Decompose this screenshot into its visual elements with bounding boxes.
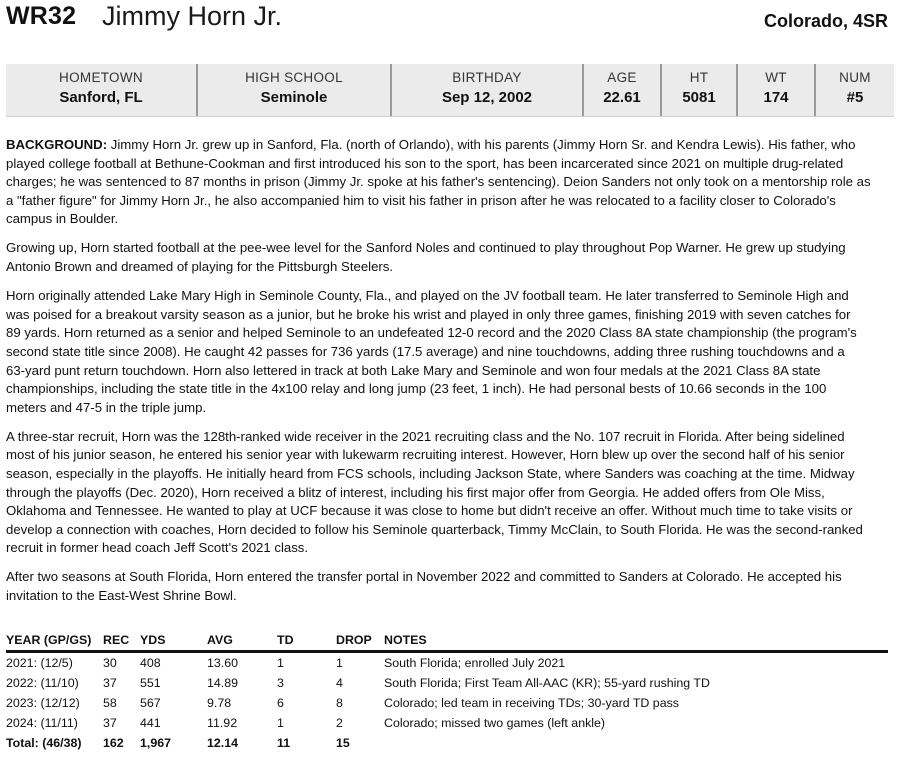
info-label: WT <box>765 70 787 85</box>
cell-notes: Colorado; led team in receiving TDs; 30-yard TD pass <box>384 696 679 710</box>
bio-paragraph-2 <box>6 239 901 276</box>
cell-drop: 15 <box>336 736 350 750</box>
cell-rec: 162 <box>103 736 124 750</box>
cell-avg: 13.60 <box>207 656 239 670</box>
bio-line: campus in Boulder. <box>6 211 119 227</box>
total-row <box>6 733 888 753</box>
position-label: WR32 <box>6 2 77 30</box>
cell-year: 2023: (12/12) <box>6 696 80 710</box>
bio-line: invitation to the East-West Shrine Bowl. <box>6 588 237 604</box>
cell-notes: South Florida; enrolled July 2021 <box>384 656 566 670</box>
cell-year: Total: (46/38) <box>6 736 82 750</box>
bio-line: second state title since 2008). He caught 42 passes for 736 yards (17.5 average) and nine touchdowns, adding three rushing touchdowns and a <box>6 343 845 359</box>
bio-line: a "father figure" for Jimmy Horn Jr., he also accompanied him to visit his father in prison after he was relocated to a facility closer to Colorado's <box>6 192 836 208</box>
cell-avg: 11.92 <box>207 716 238 730</box>
player-header <box>6 0 888 40</box>
info-value: 5081 <box>682 89 716 106</box>
bio-line: championships, including the state title in the 4x100 relay and long jump (23 feet, 1 inch). He had personal bests of 10.66 seconds in the 100 <box>6 381 827 397</box>
info-age <box>584 64 662 116</box>
bio-line: Growing up, Horn started football at the pee-wee level for the Sanford Noles and continued to play throughout Pop Warner. He grew up studying <box>6 240 846 256</box>
bio-paragraph-3 <box>6 287 901 417</box>
info-bar <box>6 64 894 117</box>
bio-line: Jimmy Horn Jr. grew up in Sanford, Fla. (north of Orlando), with his parents (Jimmy Horn Sr. and Kendra Lewis). His father, who <box>107 137 856 152</box>
bio-line: season, especially in the playoffs. He initially heard from FCS schools, including Jackson State, where Sanders was coaching at the time. Midway <box>6 466 855 481</box>
cell-td: 1 <box>277 716 284 730</box>
bio-paragraph-4 <box>6 428 901 558</box>
info-label: NUM <box>839 70 871 85</box>
column-header: NOTES <box>384 630 888 652</box>
info-label: HOMETOWN <box>59 70 143 85</box>
bio-paragraph-1 <box>6 136 901 229</box>
school-class: Colorado, 4SR <box>763 11 888 31</box>
info-label: HIGH SCHOOL <box>245 70 343 85</box>
cell-year: 2022: (11/10) <box>6 676 79 690</box>
info-label: HT <box>689 70 709 85</box>
bio-line: A three-star recruit, Horn was the 128th-ranked wide receiver in the 2021 recruiting class and the No. 107 recruit in Florida. After being sidelined <box>6 428 845 444</box>
info-value: Seminole <box>260 89 328 106</box>
info-weight <box>738 64 816 116</box>
cell-year: 2024: (11/11) <box>6 716 78 730</box>
cell-rec: 37 <box>103 716 117 730</box>
column-header: YDS <box>140 630 207 652</box>
info-value: Sep 12, 2002 <box>441 89 533 106</box>
bio-line: meters and 47-5 in the triple jump. <box>6 399 207 415</box>
column-header: REC <box>103 630 140 652</box>
cell-drop: 8 <box>336 696 343 710</box>
info-height <box>662 64 738 116</box>
table-row <box>6 713 888 733</box>
info-hometown <box>6 64 198 116</box>
bio-line: After two seasons at South Florida, Horn entered the transfer portal in November 2022 and committed to Sanders at Colorado. He accepted his <box>6 569 842 585</box>
cell-rec: 37 <box>103 676 117 690</box>
cell-notes <box>384 733 888 753</box>
column-header: DROP <box>336 630 384 652</box>
cell-year: 2021: (12/5) <box>6 656 73 670</box>
cell-td: 1 <box>277 656 284 670</box>
table-row <box>6 693 888 713</box>
table-row <box>6 673 888 693</box>
info-value: #5 <box>846 89 864 106</box>
column-header: AVG <box>207 630 277 652</box>
stats-table <box>6 630 888 753</box>
info-label: BIRTHDAY <box>452 70 522 85</box>
bio-paragraph-5 <box>6 568 901 605</box>
bio-line: played college football at Bethune-Cookman and first introduced his son to the sport, has been incarcerated since 2021 on multiple drug-related <box>6 155 844 171</box>
cell-yds: 551 <box>140 676 161 690</box>
cell-drop: 4 <box>336 676 343 690</box>
info-number <box>816 64 894 116</box>
cell-yds: 567 <box>140 696 161 710</box>
cell-drop: 2 <box>336 716 343 730</box>
info-value: Sanford, FL <box>59 89 143 106</box>
info-high-school <box>198 64 392 116</box>
cell-avg: 12.14 <box>207 736 239 750</box>
cell-td: 11 <box>277 736 291 750</box>
cell-avg: 14.89 <box>207 676 239 690</box>
info-label: AGE <box>607 70 637 85</box>
info-value: 174 <box>763 89 789 106</box>
bio-line: develop a connection with coaches, Horn decided to follow his Seminole quarterback, Timmy McClain, to South Florida. He was the second-ranked <box>6 521 863 537</box>
cell-td: 6 <box>277 696 284 710</box>
bio-line: recruit in former head coach Jeff Scott's 2021 class. <box>6 540 309 556</box>
bio-line: Oklahoma and Tennessee. He wanted to play at UCF because it was close to home but didn't receive an offer. Without much time to take visits or <box>6 503 853 519</box>
cell-yds: 1,967 <box>140 736 172 750</box>
cell-yds: 408 <box>140 656 161 670</box>
bio-line: most of his junior season, he entered his senior year with lukewarm recruiting interest. However, Horn blew up over the second half of his senior <box>6 447 845 463</box>
info-value: 22.61 <box>603 89 641 106</box>
cell-avg: 9.78 <box>207 696 232 710</box>
cell-rec: 30 <box>103 656 117 670</box>
bio-line: through the playoffs (Dec. 2020), Horn received a blitz of interest, including his first major offer from Georgia. He added offers from Ole Miss, <box>6 484 825 500</box>
cell-yds: 441 <box>140 716 161 730</box>
bio-line: 63-yard punt return touchdown. Horn also lettered in track at both Lake Mary and Seminole and won four medals at the 2021 Class 8A state <box>6 362 821 378</box>
cell-notes: South Florida; First Team All-AAC (KR); 55-yard rushing TD <box>384 676 710 690</box>
bio-line: was poised for a breakout varsity season as a junior, but he broke his wrist and played in only three games, finishing 2019 with seven catches for <box>6 306 851 322</box>
cell-drop: 1 <box>336 656 343 670</box>
cell-notes: Colorado; missed two games (left ankle) <box>384 716 606 730</box>
bio-line: Antonio Brown and dreamed of playing for the Pittsburgh Steelers. <box>6 259 394 275</box>
cell-td: 3 <box>277 676 284 690</box>
column-header: TD <box>277 630 336 652</box>
info-birthday <box>392 64 584 116</box>
column-header: YEAR (GP/GS) <box>6 630 103 652</box>
bio-line: 89 yards. Horn returned as a senior and helped Seminole to an undefeated 12-0 record and the 2020 Class 8A state championship (the program's <box>6 325 857 341</box>
bio-text <box>6 136 901 616</box>
table-row <box>6 652 888 674</box>
cell-rec: 58 <box>103 696 117 710</box>
player-name: Jimmy Horn Jr. <box>102 1 283 31</box>
stats-header-row <box>6 630 888 652</box>
bio-line: charges; he was sentenced to 87 months in prison (Jimmy Jr. spoke at his father's sentencing). Deion Sanders not only took on a mentorship role as <box>6 174 871 190</box>
bio-line: Horn originally attended Lake Mary High in Seminole County, Fla., and played on the JV football team. He later transferred to Seminole High and <box>6 288 849 304</box>
background-label: BACKGROUND: <box>6 137 108 152</box>
